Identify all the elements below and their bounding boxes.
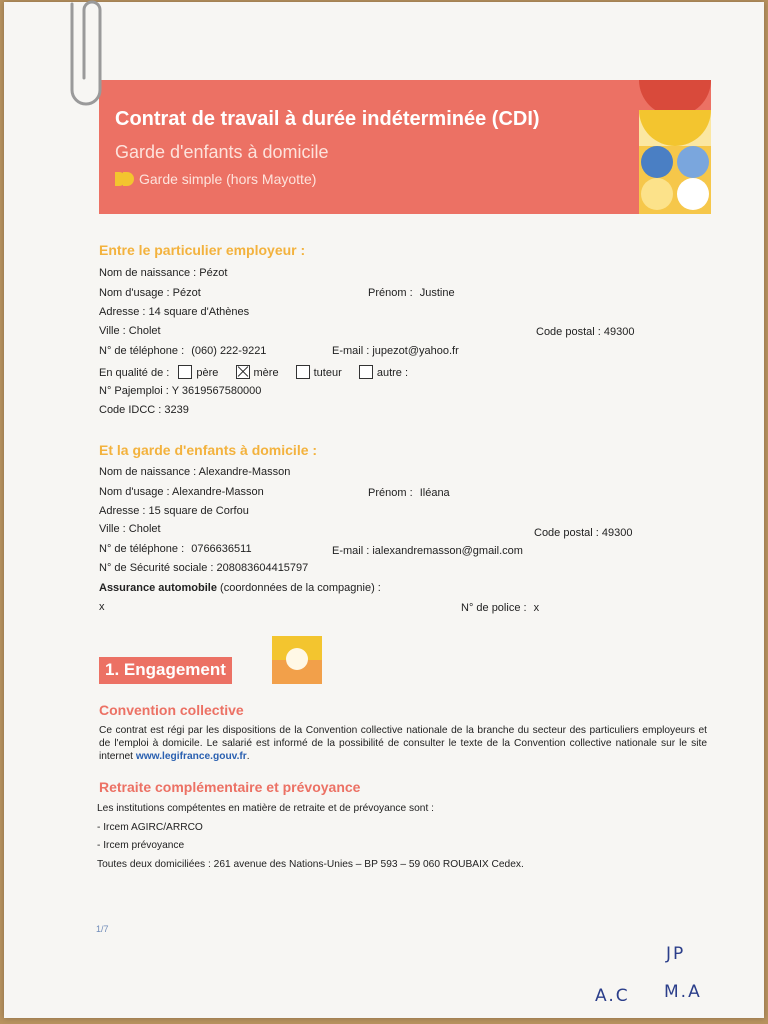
employee-phone <box>99 543 252 555</box>
retraite-item: - Ircem prévoyance <box>97 840 185 851</box>
contract-title: Contrat de travail à durée indéterminée (CDI) <box>115 108 540 130</box>
employer-postal <box>536 326 634 338</box>
employee-address <box>99 505 249 517</box>
value: Cholet <box>128 325 161 337</box>
employer-quality <box>99 365 408 379</box>
legifrance-link[interactable]: www.legifrance.gouv.fr <box>135 751 247 762</box>
value: Y 3619567580000 <box>171 385 262 397</box>
decorative-shapes-icon <box>639 80 711 214</box>
convention-title: Convention collective <box>99 702 244 718</box>
employee-city <box>99 523 161 535</box>
checkbox-mere[interactable] <box>236 365 250 379</box>
value: 208083604415797 <box>216 562 309 574</box>
employee-birth-name <box>99 466 290 478</box>
employer-email <box>332 345 459 357</box>
retraite-title: Retraite complémentaire et prévoyance <box>99 779 361 795</box>
option-label: père <box>196 367 219 379</box>
checkbox-tuteur[interactable] <box>296 365 310 379</box>
label: Nom d'usage : <box>99 287 170 299</box>
paperclip-icon <box>62 0 106 108</box>
retraite-address: Toutes deux domiciliées : 261 avenue des Nations-Unies – BP 593 – 59 060 ROUBAIX Cedex. <box>97 859 524 870</box>
employee-postal <box>534 527 632 539</box>
option-label: tuteur <box>313 367 342 379</box>
retraite-item: - Ircem AGIRC/ARRCO <box>97 822 203 833</box>
label: Assurance automobile <box>99 582 217 594</box>
variant-text: Garde simple (hors Mayotte) <box>139 171 317 187</box>
label: Nom de naissance : <box>99 466 197 478</box>
sun-icon <box>272 636 322 684</box>
initials-ac: A.C <box>595 986 630 1006</box>
employer-birth-name <box>99 267 227 279</box>
label: N° Pajemploi : <box>99 385 169 397</box>
employer-usage-name <box>99 287 201 299</box>
value: 49300 <box>601 527 633 539</box>
convention-text: Ce contrat est régi par les dispositions de la Convention collective nationale de la branche du secteur des particuliers employeurs et de l'emploi à domicile. Le salarié est informé de la possibilité de consulter le texte de la Convention collective nationale sur le site internet www.legifrance.gouv.fr. <box>99 725 707 762</box>
employer-idcc <box>99 404 189 416</box>
value: 3239 <box>164 404 189 416</box>
employee-ssn <box>99 562 308 574</box>
label: E-mail : <box>332 545 370 557</box>
contract-variant <box>115 171 316 187</box>
label: Code postal : <box>536 326 601 338</box>
value: Pézot <box>172 287 201 299</box>
value: 49300 <box>603 326 635 338</box>
label: Nom d'usage : <box>99 486 170 498</box>
retraite-intro: Les institutions compétentes en matière de retraite et de prévoyance sont : <box>97 803 434 814</box>
value: ialexandremasson@gmail.com <box>372 545 523 557</box>
checkbox-autre[interactable] <box>359 365 373 379</box>
value: Cholet <box>128 523 161 535</box>
value: 0766636511 <box>191 543 252 555</box>
label: N° de Sécurité sociale : <box>99 562 214 574</box>
label: Nom de naissance : <box>99 267 197 279</box>
option-label: autre : <box>376 367 409 379</box>
hint: (coordonnées de la compagnie) : <box>220 582 381 594</box>
employee-firstname <box>368 487 450 499</box>
double-chevron-icon <box>115 172 135 186</box>
employee-insurance <box>99 582 381 594</box>
document-page <box>4 2 764 1018</box>
employer-phone <box>99 345 266 357</box>
engagement-heading: 1. Engagement <box>99 657 232 684</box>
employee-insurance-value: x <box>99 601 105 613</box>
initials-jp: JP <box>666 944 686 964</box>
header-banner <box>99 80 711 214</box>
employer-address <box>99 306 249 318</box>
label: Code postal : <box>534 527 599 539</box>
employer-city <box>99 325 161 337</box>
label: Ville : <box>99 325 126 337</box>
label: Code IDCC : <box>99 404 162 416</box>
contract-subtitle: Garde d'enfants à domicile <box>115 142 329 162</box>
employee-section-title: Et la garde d'enfants à domicile : <box>99 442 318 458</box>
value: Iléana <box>419 487 450 499</box>
employee-policy <box>461 602 539 614</box>
label: E-mail : <box>332 345 370 357</box>
label: Prénom : <box>368 487 413 499</box>
value: Pézot <box>199 267 228 279</box>
value: jupezot@yahoo.fr <box>372 345 459 357</box>
employer-firstname <box>368 287 455 299</box>
label: Adresse : <box>99 505 146 517</box>
option-label: mère <box>253 367 279 379</box>
label: N° de téléphone : <box>99 345 185 357</box>
value: Alexandre-Masson <box>172 486 264 498</box>
convention-body: Ce contrat est régi par les dispositions de la Convention collective nationale de la branche du secteur des particuliers employeurs et de l'emploi à domicile. Le salarié est informé de la possibilité de consulter le texte de la Convention collective nationale sur le site internet <box>99 725 707 762</box>
value: 14 square d'Athènes <box>148 306 250 318</box>
checkbox-pere[interactable] <box>178 365 192 379</box>
employee-email <box>332 545 523 557</box>
employee-usage-name <box>99 486 264 498</box>
value: Alexandre-Masson <box>198 466 291 478</box>
label: En qualité de : <box>99 367 170 379</box>
label: N° de téléphone : <box>99 543 185 555</box>
value: 15 square de Corfou <box>148 505 249 517</box>
label: Adresse : <box>99 306 146 318</box>
page-number: 1/7 <box>96 924 109 934</box>
value: Justine <box>419 287 455 299</box>
label: N° de police : <box>461 602 527 614</box>
initials-ma: M.A <box>664 982 702 1002</box>
value: x <box>533 602 540 614</box>
label: Prénom : <box>368 287 413 299</box>
label: Ville : <box>99 523 126 535</box>
employer-section-title: Entre le particulier employeur : <box>99 242 306 258</box>
value: (060) 222-9221 <box>191 345 267 357</box>
employer-pajemploi <box>99 385 261 397</box>
